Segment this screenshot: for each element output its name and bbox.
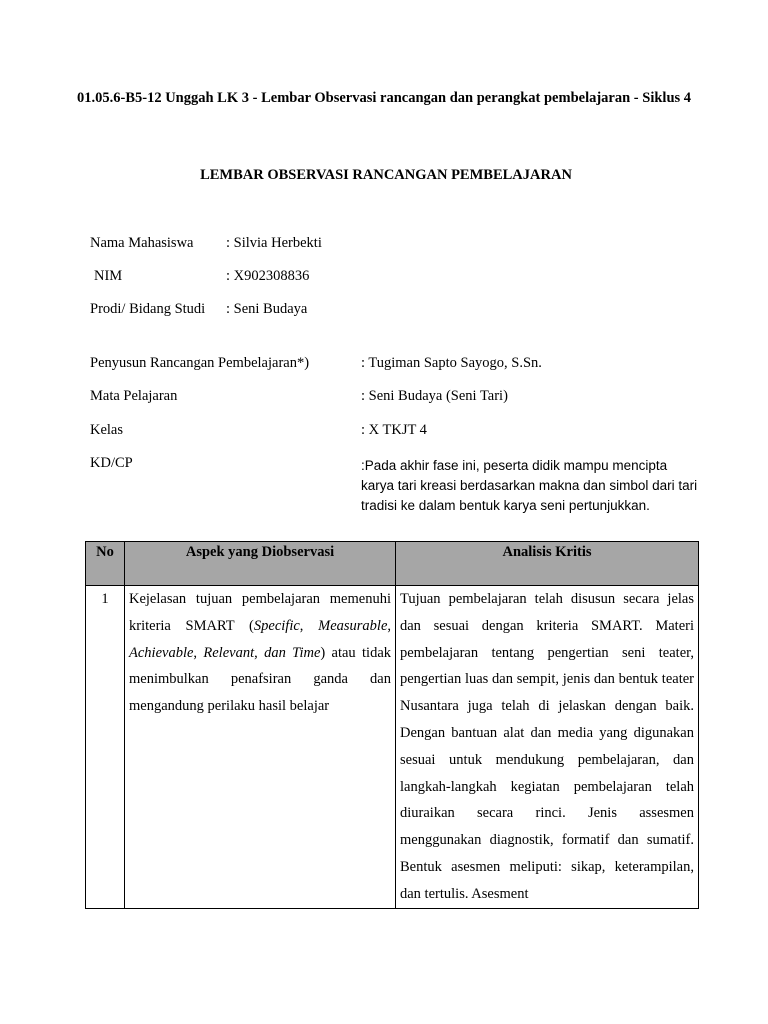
table-row xyxy=(86,586,699,909)
aspek-sep-2: , xyxy=(387,617,391,634)
header-no: No xyxy=(86,542,125,586)
prodi-value: : Seni Budaya xyxy=(226,301,308,317)
penyusun-label: Penyusun Rancangan Pembelajaran*) xyxy=(90,355,310,371)
aspek-sep-1: , xyxy=(299,617,319,634)
aspek-specific: Specific xyxy=(253,617,300,634)
aspek-text-2: ) atau tidak menimbulkan penafsiran ganda dan mengandung perilaku hasil belajar xyxy=(129,644,392,715)
name-value: : Silvia Herbekti xyxy=(226,235,322,251)
mapel-label: Mata Pelajaran xyxy=(90,388,178,404)
header-aspek: Aspek yang Diobservasi xyxy=(125,542,396,586)
penyusun-value: : Tugiman Sapto Sayogo, S.Sn. xyxy=(361,355,542,371)
mapel-value: : Seni Budaya (Seni Tari) xyxy=(361,388,508,404)
header-analisis: Analisis Kritis xyxy=(396,542,699,586)
aspek-measurable: Measurable xyxy=(318,617,388,634)
kelas-label: Kelas xyxy=(90,422,124,438)
prodi-label: Prodi/ Bidang Studi xyxy=(90,301,206,317)
analisis-cell: Tujuan pembelajaran telah disusun secara jelas dan sesuai dengan kriteria SMART. Materi pembelajaran tentang pengertian seni teater, pengertian luas dan sempit, jenis dan bentuk teater Nusantara juga telah di jelaskan dengan baik. Dengan bantuan alat dan media yang digunakan sesuai untuk mendukung pembelajaran, dan langkah-langkah kegiatan pembelajaran telah diuraikan secara rinci. Jenis assesmen menggunakan diagnostik, formatif dan sumatif. Bentuk asesmen meliputi: sikap, keterampilan, dan tertulis. Asesment xyxy=(396,586,699,909)
nim-label: NIM xyxy=(94,268,123,284)
aspek-sep-4: , xyxy=(254,644,265,661)
table-header-row xyxy=(86,542,699,586)
form-heading: LEMBAR OBSERVASI RANCANGAN PEMBELAJARAN xyxy=(200,167,572,183)
aspek-cell xyxy=(125,586,396,909)
document-title: 01.05.6-B5-12 Unggah LK 3 - Lembar Observasi rancangan dan perangkat pembelajaran - Siklus 4 xyxy=(77,90,692,106)
aspek-text-1: Kejelasan tujuan pembelajaran memenuhi kriteria SMART ( xyxy=(129,591,391,634)
name-label: Nama Mahasiswa xyxy=(90,235,194,251)
kelas-value: : X TKJT 4 xyxy=(361,422,427,438)
aspek-time: dan Time xyxy=(264,644,321,661)
observation-table xyxy=(85,541,699,909)
kdcp-value: :Pada akhir fase ini, peserta didik mampu mencipta karya tari kreasi berdasarkan makna dan simbol dari tari tradisi ke dalam bentuk karya seni pertunjukkan. xyxy=(361,458,698,513)
aspek-achievable: Achievable xyxy=(129,644,194,661)
nim-value: : X902308836 xyxy=(226,268,310,284)
aspek-relevant: Relevant xyxy=(203,644,255,661)
row-number: 1 xyxy=(86,586,125,909)
aspek-sep-3: , xyxy=(193,644,204,661)
kdcp-label: KD/CP xyxy=(90,455,133,471)
